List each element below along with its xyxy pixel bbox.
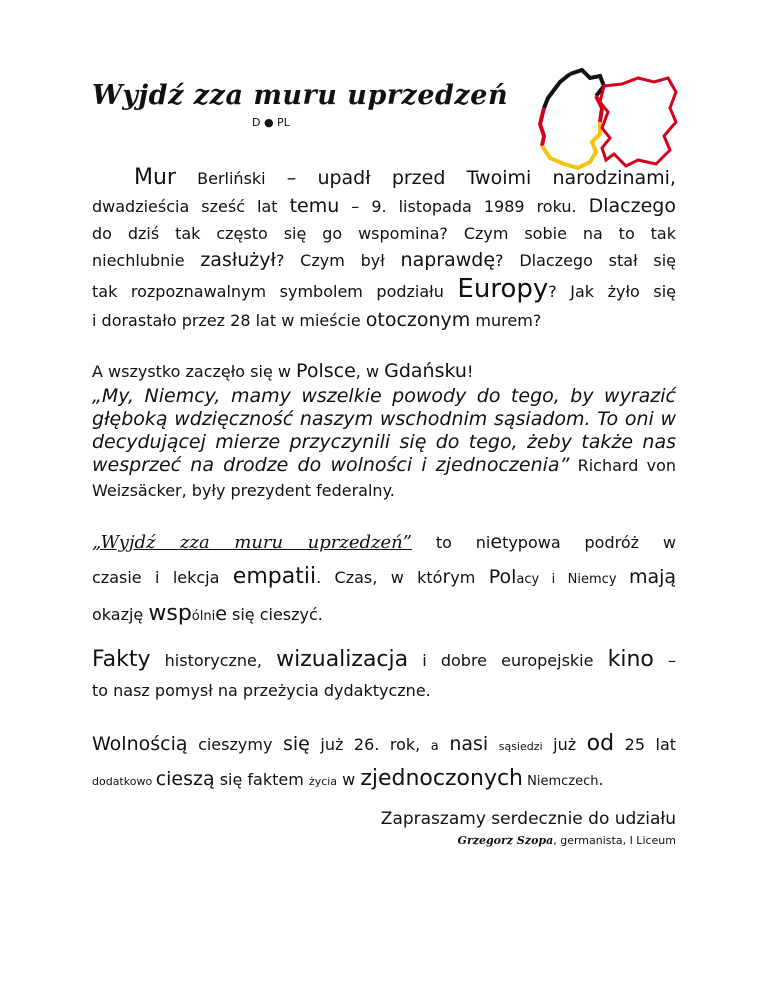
- p1-line5: [92, 274, 676, 307]
- text: e: [490, 531, 503, 553]
- word: już 26. rok,: [320, 735, 421, 754]
- text: w: [337, 770, 361, 789]
- text: tak rozpoznawalnym symbolem podziału: [92, 282, 458, 301]
- text: to ni: [411, 533, 491, 552]
- paragraph-berlin-wall: [92, 164, 676, 334]
- paragraph-idea: [92, 645, 676, 706]
- quote-line4: [92, 454, 676, 477]
- paragraph-gdansk-quote: [92, 358, 676, 504]
- p3-line1: [92, 525, 676, 560]
- p5-line1: [92, 728, 676, 763]
- text: empatii: [232, 564, 317, 589]
- word: –: [351, 197, 360, 216]
- word: od: [586, 731, 615, 756]
- text: się faktem: [214, 770, 309, 789]
- text: otoczonym: [365, 309, 471, 331]
- project-title: „Wyjdź zza muru uprzedzeń”: [92, 532, 412, 553]
- word: nasi: [449, 733, 489, 755]
- text: A wszystko zaczęło się w: [92, 362, 297, 381]
- p3-line2: [92, 560, 676, 597]
- word: roku.: [536, 197, 577, 216]
- text: typowa podróż w: [502, 533, 676, 552]
- p1-line2: [92, 193, 676, 220]
- word-mur: Mur: [134, 165, 176, 190]
- word: sześć: [201, 197, 246, 216]
- text: ym: [450, 568, 489, 587]
- p1-line4: [92, 247, 676, 274]
- p1-line1: [92, 164, 676, 192]
- word: lat: [257, 197, 278, 216]
- signer-name: Grzegorz Szopa: [457, 834, 554, 847]
- text: się cieszyć.: [226, 605, 323, 624]
- word-wizualizacja: wizualizacja: [276, 647, 409, 672]
- text: zjednoczonych: [360, 766, 523, 791]
- word: sąsiedzi: [498, 740, 543, 753]
- text: r: [442, 566, 451, 588]
- text: i dobre europejskie: [422, 651, 594, 670]
- quote-attribution: Weizsäcker, były prezydent federalny.: [92, 481, 395, 500]
- text: ? Czym był: [275, 251, 401, 270]
- quote-line1: „My, Niemcy, mamy wszelkie powody do tego, by wyrazić: [92, 385, 676, 407]
- word: się: [282, 733, 310, 755]
- poland-outline-red: [600, 78, 676, 166]
- word: listopada: [398, 197, 472, 216]
- text: ólni: [191, 609, 216, 624]
- text: acy i Niemcy: [516, 572, 629, 587]
- quote-line2: głęboką wdzięczność naszym wschodnim sąsiadom. To oni w: [92, 408, 676, 430]
- signature-line: [381, 832, 676, 850]
- text: historyczne,: [164, 651, 262, 670]
- p1-line6: [92, 307, 676, 334]
- p5-line2: [92, 763, 676, 798]
- text: wesprzeć na drodze do wolności i zjednoczenia”: [92, 454, 570, 476]
- word-upadl: upadł: [317, 167, 371, 189]
- text: ? Jak żyło się: [548, 282, 676, 301]
- text: , w: [355, 362, 385, 381]
- text: e: [215, 603, 227, 625]
- text: i dorastało przez 28 lat w mieście: [92, 311, 366, 330]
- text: dodatkowo: [92, 775, 156, 788]
- text: wsp: [148, 601, 192, 626]
- word-przed: przed: [391, 167, 446, 189]
- text: !: [466, 362, 474, 381]
- p3-line3: [92, 597, 676, 634]
- word-europy: Europy: [457, 274, 549, 304]
- text: cieszą: [155, 768, 215, 790]
- word: 9.: [371, 197, 387, 216]
- word-fakty: Fakty: [92, 647, 151, 672]
- word: Wolnością: [92, 733, 188, 755]
- quote-line3: decydującej mierze przyczynili się do tego, żeby także nas: [92, 431, 676, 453]
- text: mają: [628, 566, 677, 588]
- word-twoimi: Twoimi: [466, 167, 532, 189]
- word-kino: kino: [607, 647, 654, 672]
- text: Pol: [488, 566, 517, 588]
- word-berlinski: Berliński: [197, 169, 266, 188]
- text: ? Dlaczego stał się: [495, 251, 677, 270]
- text: –: [668, 651, 677, 670]
- closing-block: [381, 806, 676, 850]
- p2-line1: [92, 358, 676, 385]
- text: niechlubnie: [92, 251, 201, 270]
- page-title: Wyjdź zza muru uprzedzeń: [92, 80, 509, 111]
- text: Richard von: [569, 456, 676, 475]
- text: . Czas, w któ: [316, 568, 443, 587]
- word-narodzinami: narodzinami,: [552, 167, 676, 189]
- germany-outline-black-left: [544, 74, 570, 108]
- germany-outline-gold: [542, 122, 600, 168]
- text: życia: [308, 775, 338, 788]
- signer-role: , germanista, I Liceum: [553, 834, 676, 847]
- text: okazję: [92, 605, 149, 624]
- germany-outline-black: [570, 70, 604, 96]
- paragraph-freedom: [92, 728, 676, 798]
- word: już: [553, 735, 577, 754]
- p4-line2: to nasz pomysł na przeżycia dydaktyczne.: [92, 681, 431, 700]
- word: 1989: [483, 197, 525, 216]
- text: murem?: [470, 311, 542, 330]
- text: Niemczech: [523, 774, 599, 789]
- p1-line3: do dziś tak często się go wspomina? Czym sobie na to tak: [92, 224, 676, 243]
- word: 25 lat: [624, 735, 677, 754]
- word-dash: –: [286, 167, 297, 189]
- text: Polsce: [296, 360, 356, 382]
- invitation: Zapraszamy serdecznie do udziału: [380, 809, 676, 829]
- text: zasłużył: [200, 249, 276, 271]
- p4-line1: [92, 645, 676, 676]
- word: Dlaczego: [588, 195, 676, 217]
- word: dwadzieścia: [92, 197, 190, 216]
- text: naprawdę: [400, 249, 496, 271]
- paragraph-project: [92, 525, 676, 634]
- text: czasie i lekcja: [92, 568, 233, 587]
- word: temu: [289, 195, 340, 217]
- page-subtitle: D ● PL: [252, 116, 290, 129]
- word: a: [430, 739, 439, 754]
- text: Gdańsku: [384, 360, 467, 382]
- germany-poland-map-icon: [530, 68, 680, 174]
- word: cieszymy: [198, 735, 273, 754]
- text: .: [598, 770, 604, 789]
